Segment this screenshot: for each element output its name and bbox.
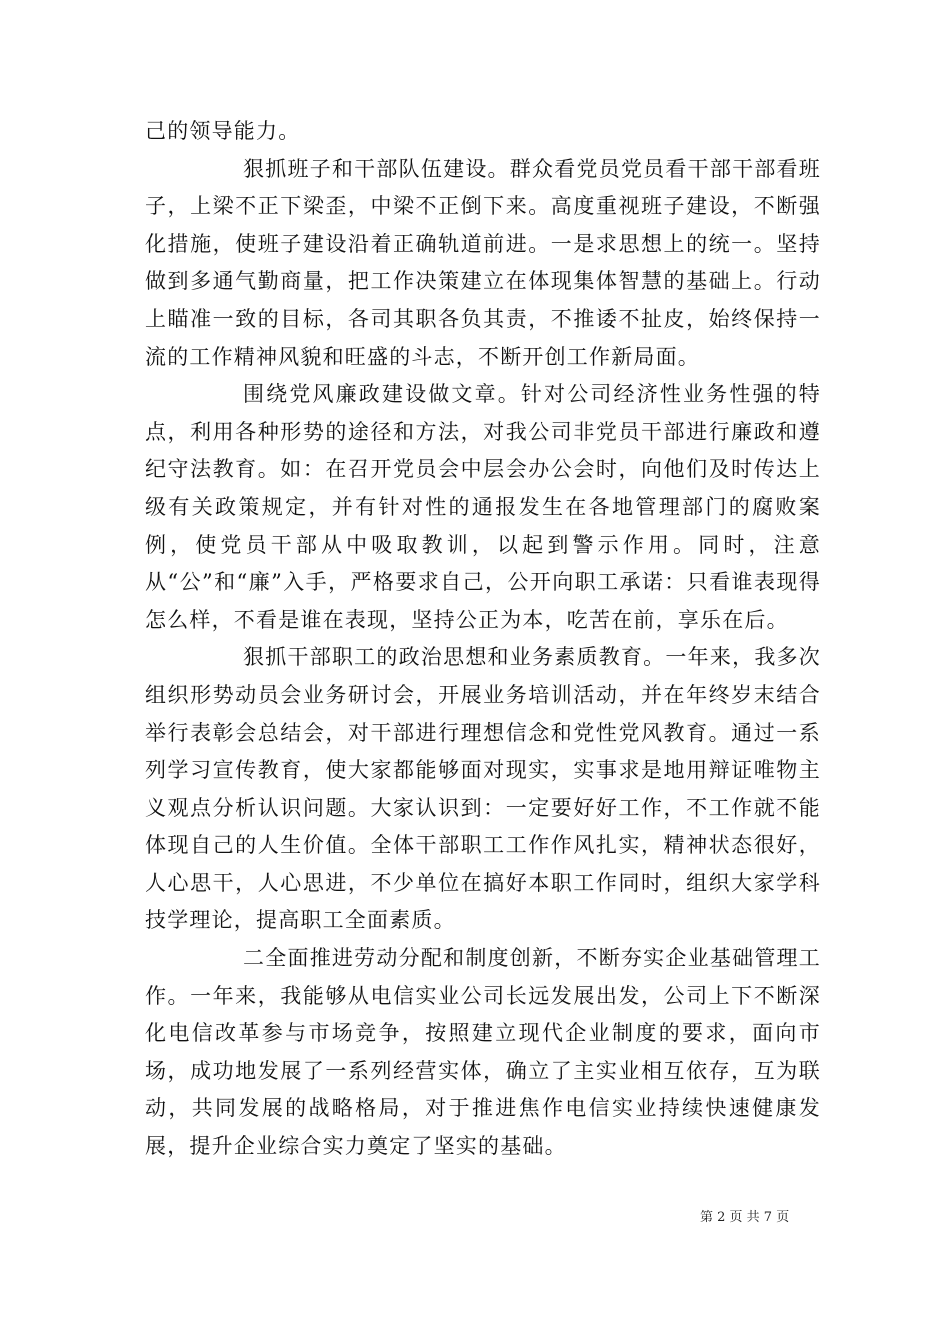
paragraph-continuation: 己的领导能力。 — [145, 119, 301, 143]
paragraph-education: 狠抓干部职工的政治思想和业务素质教育。一年来，我多次组织形势动员会业务研讨会，开展业务培训活动，并在年终岁末结合举行表彰会总结会，对干部进行理想信念和党性党风教育。通过一系列学习宣传教育，使大家都能够面对现实，实事求是地用辩证唯物主义观点分析认识问题。大家认识到：一定要好好工作，不工作就不能体现自己的人生价值。全体干部职工工作作风扎实，精神状态很好，人心思干，人心思进，不少单位在搞好本职工作同时，组织大家学科技学理论，提高职工全面素质。 — [145, 645, 821, 933]
paragraph-reform: 二全面推进劳动分配和制度创新，不断夯实企业基础管理工作。一年来，我能够从电信实业公司长远发展出发，公司上下不断深化电信改革参与市场竞争，按照建立现代企业制度的要求，面向市场，成功地发展了一系列经营实体，确立了主实业相互依存，互为联动，共同发展的战略格局，对于推进焦作电信实业持续快速健康发展，提升企业综合实力奠定了坚实的基础。 — [145, 946, 821, 1159]
paragraph-team-building: 狠抓班子和干部队伍建设。群众看党员党员看干部干部看班子，上梁不正下梁歪，中梁不正倒下来。高度重视班子建设，不断强化措施，使班子建设沿着正确轨道前进。一是求思想上的统一。坚持做到多通气勤商量，把工作决策建立在体现集体智慧的基础上。行动上瞄准一致的目标，各司其职各负其责，不推诿不扯皮，始终保持一流的工作精神风貌和旺盛的斗志，不断开创工作新局面。 — [145, 156, 821, 369]
paragraph-integrity: 围绕党风廉政建设做文章。针对公司经济性业务性强的特点，利用各种形势的途径和方法，对我公司非党员干部进行廉政和遵纪守法教育。如：在召开党员会中层会办公会时，向他们及时传达上级有关政策规定，并有针对性的通报发生在各地管理部门的腐败案例，使党员干部从中吸取教训，以起到警示作用。同时，注意从“公”和“廉”入手，严格要求自己，公开向职工承诺：只看谁表现得怎么样，不看是谁在表现，坚持公正为本，吃苦在前，享乐在后。 — [145, 382, 821, 632]
page-number-footer: 第 2 页 共 7 页 — [700, 1210, 790, 1225]
document-body — [145, 113, 821, 1166]
